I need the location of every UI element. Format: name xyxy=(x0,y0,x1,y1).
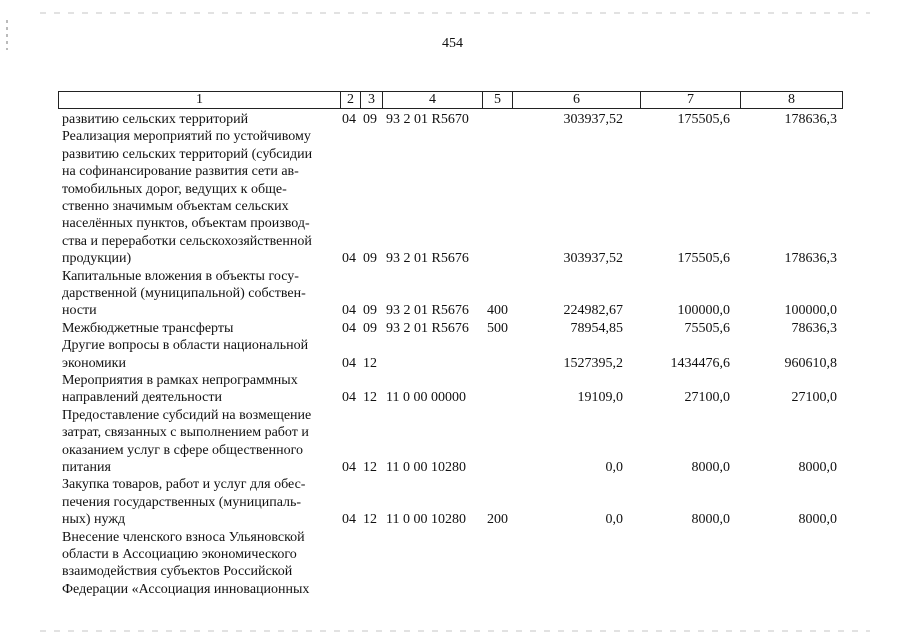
description-line: Мероприятия в рамках непрограммных xyxy=(62,373,298,388)
row-description xyxy=(62,372,334,407)
cell-c8: 100000,0 xyxy=(784,303,837,319)
description-line: Федерации «Ассоциация инновационных xyxy=(62,581,310,597)
cell-c8: 178636,3 xyxy=(784,251,837,267)
description-line: населённых пунктов, объектам производ- xyxy=(62,216,310,232)
cell-c6: 0,0 xyxy=(605,512,623,528)
row-description xyxy=(62,320,334,337)
cell-c3: 12 xyxy=(363,390,377,406)
cell-c7: 27100,0 xyxy=(684,390,730,406)
table-row xyxy=(0,111,905,128)
scan-artifact-top xyxy=(40,12,870,14)
description-line: ства и переработки сельскохозяйственной xyxy=(62,233,312,249)
cell-c2: 04 xyxy=(342,512,356,528)
description-line: питания xyxy=(62,460,111,476)
cell-c5: 500 xyxy=(487,320,508,336)
cell-c7: 1434476,6 xyxy=(670,355,730,371)
header-col-5: 5 xyxy=(483,92,513,108)
description-line: затрат, связанных с выполнением работ и xyxy=(62,425,309,441)
table-row xyxy=(0,372,905,407)
header-col-1: 1 xyxy=(59,92,341,108)
cell-c4: 93 2 01 R5676 xyxy=(386,251,469,267)
cell-c5: 200 xyxy=(487,512,508,528)
cell-c3: 12 xyxy=(363,355,377,371)
row-description xyxy=(62,407,334,477)
cell-c6: 19109,0 xyxy=(577,390,623,406)
cell-c3: 09 xyxy=(363,251,377,267)
cell-c3: 09 xyxy=(363,320,377,336)
cell-c3: 09 xyxy=(363,112,377,127)
row-description xyxy=(62,128,334,267)
cell-c3: 12 xyxy=(363,512,377,528)
table-row xyxy=(0,407,905,477)
description-line: ности xyxy=(62,303,97,319)
description-line: Закупка товаров, работ и услуг для обес- xyxy=(62,477,306,493)
table-row xyxy=(0,476,905,528)
description-line: Предоставление субсидий на возмещение xyxy=(62,407,312,423)
cell-c6: 303937,52 xyxy=(563,112,623,127)
cell-c8: 8000,0 xyxy=(798,459,837,475)
cell-c2: 04 xyxy=(342,251,356,267)
description-line: области в Ассоциацию экономического xyxy=(62,547,297,562)
table-row xyxy=(0,128,905,267)
table-row xyxy=(0,320,905,337)
row-description xyxy=(62,529,334,599)
description-line: Внесение членского взноса Ульяновской xyxy=(62,529,305,545)
header-col-8: 8 xyxy=(788,92,795,107)
table-row xyxy=(0,529,905,599)
cell-c2: 04 xyxy=(342,355,356,371)
row-description xyxy=(62,476,334,528)
cell-c8: 960610,8 xyxy=(784,355,837,371)
cell-c7: 8000,0 xyxy=(691,512,730,528)
cell-c8: 78636,3 xyxy=(791,320,837,336)
description-line: оказанием услуг в сфере общественного xyxy=(62,442,303,458)
cell-c7: 8000,0 xyxy=(691,459,730,475)
description-line: Другие вопросы в области национальной xyxy=(62,338,309,354)
cell-c4: 93 2 01 R5670 xyxy=(386,112,469,127)
cell-c7: 175505,6 xyxy=(677,112,730,127)
cell-c6: 0,0 xyxy=(605,459,623,475)
cell-c8: 27100,0 xyxy=(791,390,837,406)
description-line: ных) нужд xyxy=(62,512,126,528)
cell-c8: 178636,3 xyxy=(784,112,837,127)
cell-c2: 04 xyxy=(342,112,356,127)
cell-c2: 04 xyxy=(342,390,356,406)
table-row xyxy=(0,337,905,372)
cell-c6: 303937,52 xyxy=(563,251,623,267)
cell-c6: 1527395,2 xyxy=(563,355,623,371)
description-line: направлений деятельности xyxy=(62,390,222,406)
table-row xyxy=(0,268,905,320)
header-col-4: 4 xyxy=(383,92,483,108)
cell-c7: 100000,0 xyxy=(677,303,730,319)
table-header xyxy=(58,91,843,109)
cell-c8: 8000,0 xyxy=(798,512,837,528)
page-number: 454 xyxy=(442,36,463,51)
description-line: на софинансирование развития сети ав- xyxy=(62,164,299,180)
row-description xyxy=(62,111,334,128)
cell-c3: 09 xyxy=(363,303,377,319)
cell-c3: 12 xyxy=(363,459,377,475)
header-col-2: 2 xyxy=(341,92,361,108)
description-line: взаимодействия субъектов Российской xyxy=(62,564,293,580)
cell-c2: 04 xyxy=(342,303,356,319)
row-description xyxy=(62,337,334,372)
cell-c7: 175505,6 xyxy=(677,251,730,267)
cell-c4: 11 0 00 00000 xyxy=(386,390,466,406)
cell-c4: 93 2 01 R5676 xyxy=(386,320,469,336)
cell-c5: 400 xyxy=(487,303,508,319)
description-line: Реализация мероприятий по устойчивому xyxy=(62,129,311,145)
description-line: продукции) xyxy=(62,251,132,267)
description-line: Капитальные вложения в объекты госу- xyxy=(62,268,299,284)
description-line: печения государственных (муниципаль- xyxy=(62,494,302,510)
cell-c7: 75505,6 xyxy=(684,320,730,336)
cell-c2: 04 xyxy=(342,320,356,336)
header-col-6: 6 xyxy=(513,92,641,108)
row-description xyxy=(62,268,334,320)
description-line: экономики xyxy=(62,355,126,371)
scan-artifact-bottom xyxy=(40,630,870,632)
header-col-3: 3 xyxy=(361,92,383,108)
cell-c4: 11 0 00 10280 xyxy=(386,459,466,475)
cell-c6: 78954,85 xyxy=(570,320,623,336)
cell-c2: 04 xyxy=(342,459,356,475)
description-line: дарственной (муниципальной) собствен- xyxy=(62,286,306,301)
description-line: ственно значимым объектам сельских xyxy=(62,199,289,215)
description-line: развитию сельских территорий (субсидии xyxy=(62,146,313,162)
cell-c6: 224982,67 xyxy=(563,303,623,319)
description-line: Межбюджетные трансферты xyxy=(62,320,234,336)
description-line: развитию сельских территорий xyxy=(62,112,249,127)
header-col-7: 7 xyxy=(641,92,741,108)
description-line: томобильных дорог, ведущих к обще- xyxy=(62,181,287,197)
cell-c4: 93 2 01 R5676 xyxy=(386,303,469,319)
cell-c4: 11 0 00 10280 xyxy=(386,512,466,528)
